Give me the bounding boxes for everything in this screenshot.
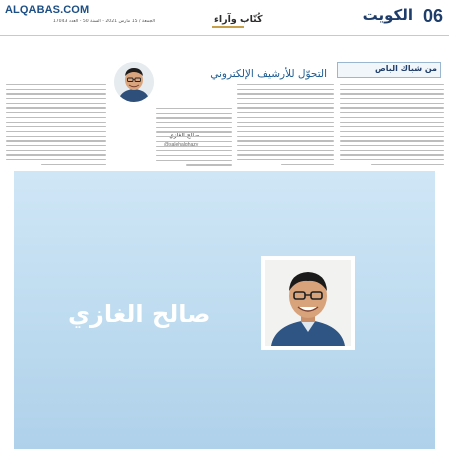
body-text-line (6, 126, 106, 127)
body-text-line (237, 112, 334, 113)
body-column-middle-right (237, 84, 334, 168)
body-text-line (340, 154, 444, 155)
body-text-line (156, 131, 232, 132)
body-text-line (237, 84, 334, 85)
body-text-line (340, 159, 444, 160)
body-text-line (340, 98, 444, 99)
body-text-line (156, 150, 232, 151)
body-text-line (237, 145, 334, 146)
body-text-line (237, 107, 334, 108)
feature-author-name: صالح الغازي (68, 300, 211, 328)
body-text-line (340, 122, 444, 123)
body-text-line (340, 145, 444, 146)
page-section-title: الكويت (362, 6, 413, 24)
body-text-line (6, 140, 106, 141)
body-text-line (6, 103, 106, 104)
body-text-line (186, 164, 232, 165)
body-column-right (340, 84, 444, 168)
body-text-line (6, 84, 106, 85)
body-text-line (6, 136, 106, 137)
body-text-line (237, 131, 334, 132)
body-text-line (340, 84, 444, 85)
body-text-line (6, 112, 106, 113)
section-tag-underline (212, 26, 244, 28)
body-text-line (6, 117, 106, 118)
body-text-line (340, 131, 444, 132)
body-text-line (6, 145, 106, 146)
body-text-line (6, 159, 106, 160)
body-text-line (340, 89, 444, 90)
body-text-line (156, 117, 232, 118)
body-text-line (156, 141, 232, 142)
body-column-left (6, 84, 106, 168)
body-text-line (6, 122, 106, 123)
body-text-line (156, 127, 232, 128)
body-text-line (340, 103, 444, 104)
column-label: من شباك الباص (375, 64, 437, 73)
article-headline[interactable]: التحوّل للأرشيف الإلكتروني (210, 68, 327, 80)
site-logo[interactable]: ALQABAS.COM (5, 4, 90, 16)
body-text-line (237, 89, 334, 90)
body-text-line (237, 150, 334, 151)
author-portrait-icon (114, 62, 154, 102)
body-text-line (237, 117, 334, 118)
body-text-line (371, 164, 444, 165)
body-text-line (340, 150, 444, 151)
body-text-line (156, 155, 232, 156)
body-text-line (340, 126, 444, 127)
article-strip (0, 48, 449, 168)
body-text-line (340, 136, 444, 137)
body-text-line (340, 117, 444, 118)
body-text-line (237, 159, 334, 160)
body-text-line (6, 154, 106, 155)
body-text-line (6, 98, 106, 99)
body-text-line (340, 112, 444, 113)
body-column-middle-left (156, 108, 232, 169)
body-text-line (237, 154, 334, 155)
body-text-line (156, 136, 232, 137)
body-text-line (237, 126, 334, 127)
body-text-line (237, 98, 334, 99)
issue-line: الجمعة / 15 مارس 2021 - السنة 50 - العدد 17043 (52, 19, 155, 24)
body-text-line (237, 136, 334, 137)
body-text-line (237, 140, 334, 141)
body-text-line (237, 93, 334, 94)
body-text-line (237, 103, 334, 104)
body-text-line (156, 108, 232, 109)
author-portrait-icon (265, 260, 351, 346)
section-tag: كُتّاب وآراء (214, 14, 263, 25)
masthead-divider (0, 35, 449, 36)
body-text-line (340, 107, 444, 108)
body-text-line (237, 122, 334, 123)
body-text-line (156, 146, 232, 147)
body-text-line (340, 93, 444, 94)
body-text-line (156, 113, 232, 114)
body-text-line (41, 164, 106, 165)
masthead (0, 0, 449, 34)
body-text-line (156, 122, 232, 123)
body-text-line (340, 140, 444, 141)
feature-photo-frame (261, 256, 355, 350)
body-text-line (156, 160, 232, 161)
body-text-line (6, 107, 106, 108)
body-text-line (6, 131, 106, 132)
page-number: 06 (422, 6, 443, 26)
body-text-line (6, 93, 106, 94)
body-text-line (6, 150, 106, 151)
body-text-line (281, 164, 334, 165)
body-text-line (6, 89, 106, 90)
